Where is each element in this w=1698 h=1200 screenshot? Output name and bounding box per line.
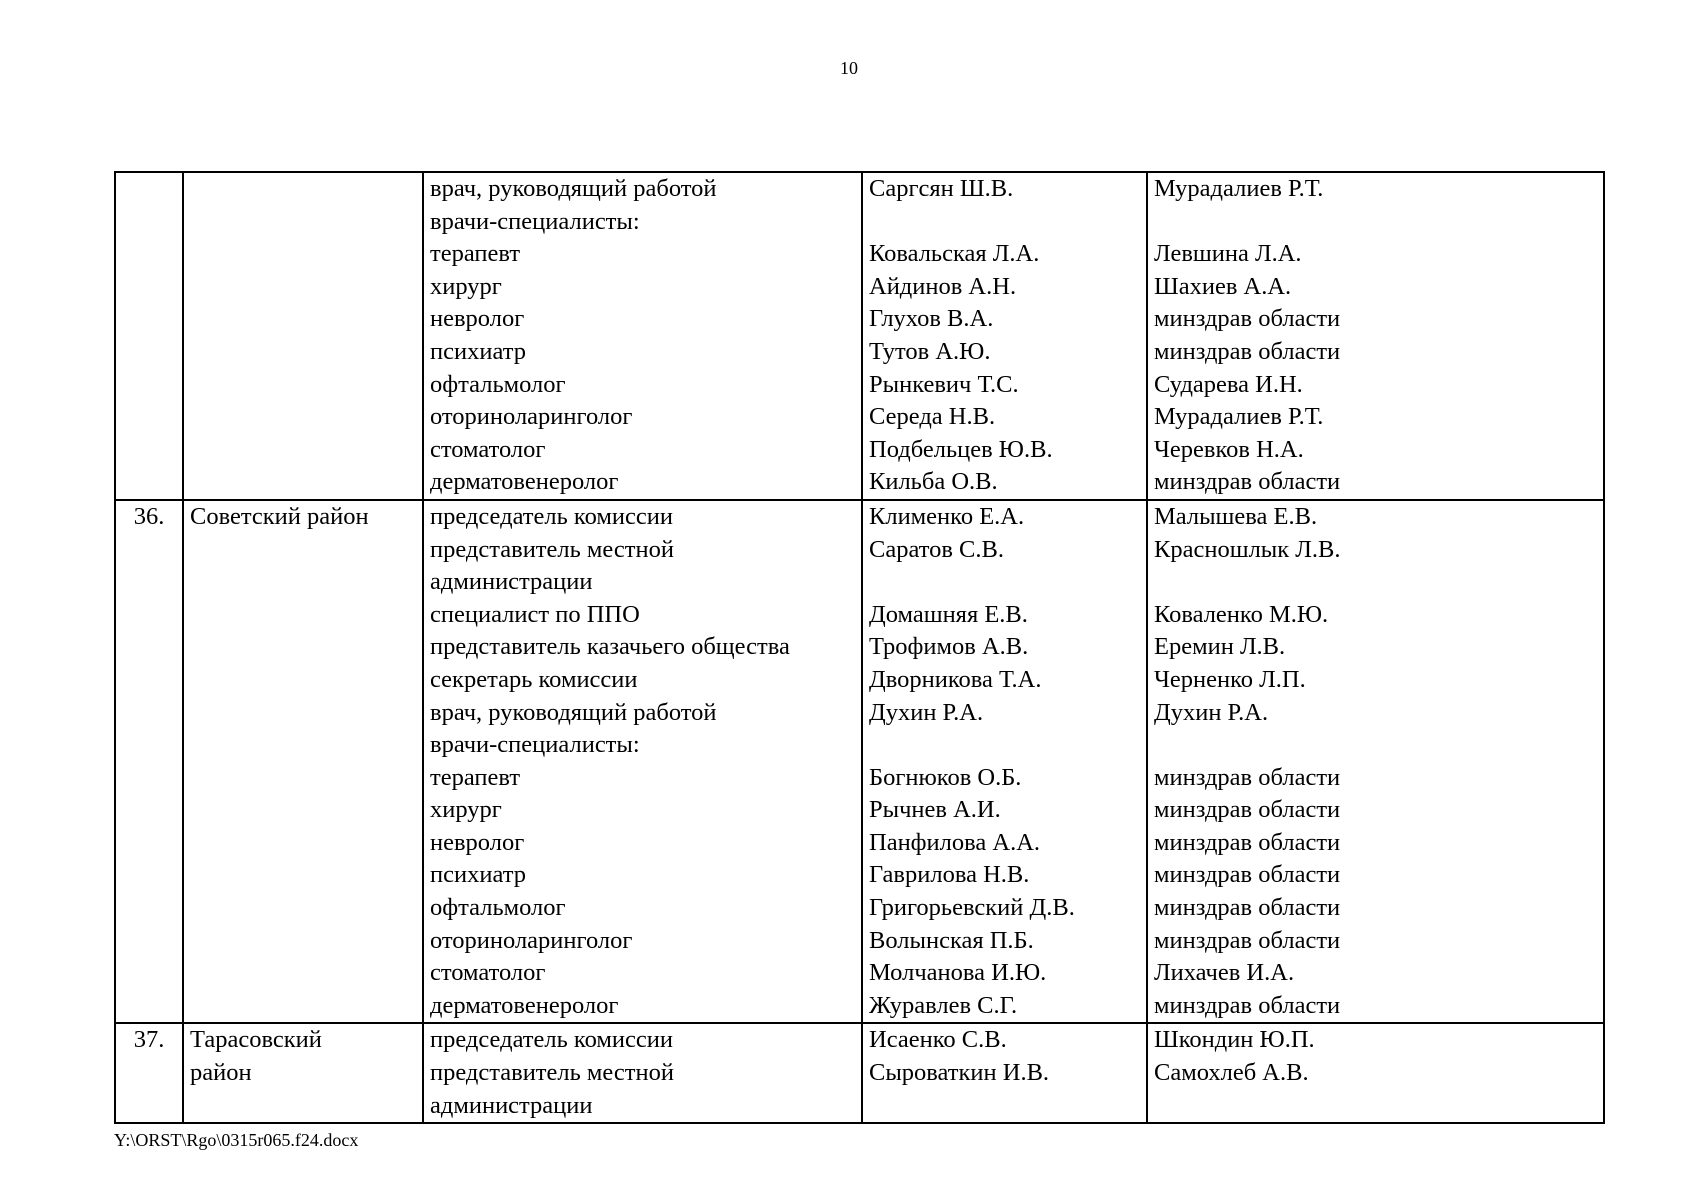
member-line bbox=[869, 206, 1140, 239]
reserve-line: минздрав области bbox=[1154, 894, 1341, 922]
role-cell bbox=[423, 500, 862, 1024]
member-line: Григорьевский Д.В. bbox=[869, 894, 1075, 922]
page-number: 10 bbox=[840, 58, 858, 78]
table-row bbox=[115, 1023, 1604, 1123]
role-line: стоматолог bbox=[430, 959, 546, 987]
member-line bbox=[869, 566, 1140, 599]
role-line: оториноларинголог bbox=[430, 403, 633, 431]
member-line: Волынская П.Б. bbox=[869, 926, 1034, 954]
role-line: врачи-специалисты: bbox=[430, 207, 640, 235]
member-line: Рынкевич Т.С. bbox=[869, 370, 1019, 398]
role-line: дерматовенеролог bbox=[430, 991, 619, 1019]
reserve-line: Шахиев А.А. bbox=[1154, 272, 1292, 300]
reserve-line: Малышева Е.В. bbox=[1154, 502, 1318, 530]
reserve-line: минздрав области bbox=[1154, 926, 1341, 954]
role-line: врачи-специалисты: bbox=[430, 731, 640, 759]
member-line: Духин Р.А. bbox=[869, 698, 984, 726]
reserve-line bbox=[1154, 1090, 1597, 1123]
commission-table bbox=[114, 171, 1605, 1124]
reserve-line bbox=[1154, 206, 1597, 239]
role-line: психиатр bbox=[430, 861, 526, 889]
member-line: Рычнев А.И. bbox=[869, 796, 1001, 824]
role-line: председатель комиссии bbox=[430, 1026, 673, 1054]
member-cell bbox=[862, 500, 1147, 1024]
member-line: Айдинов А.Н. bbox=[869, 272, 1017, 300]
role-line: врач, руководящий работой bbox=[430, 698, 717, 726]
role-line: терапевт bbox=[430, 763, 521, 791]
reserve-line: Шкондин Ю.П. bbox=[1154, 1026, 1315, 1054]
reserve-cell bbox=[1147, 500, 1604, 1024]
role-line: председатель комиссии bbox=[430, 502, 673, 530]
member-line: Глухов В.А. bbox=[869, 305, 994, 333]
reserve-line: Мурадалиев Р.Т. bbox=[1154, 403, 1324, 431]
reserve-line bbox=[1154, 729, 1597, 762]
reserve-line: Лихачев И.А. bbox=[1154, 959, 1295, 987]
district-cell bbox=[183, 1023, 423, 1123]
district-cell bbox=[183, 500, 423, 1024]
role-cell bbox=[423, 1023, 862, 1123]
reserve-line: минздрав области bbox=[1154, 796, 1341, 824]
member-line: Исаенко С.В. bbox=[869, 1026, 1007, 1054]
reserve-line: Духин Р.А. bbox=[1154, 698, 1269, 726]
member-line bbox=[869, 1090, 1140, 1123]
row-number-cell: 37. bbox=[115, 1023, 183, 1123]
reserve-line: Мурадалиев Р.Т. bbox=[1154, 175, 1324, 202]
reserve-line: минздрав области bbox=[1154, 305, 1341, 333]
role-line: психиатр bbox=[430, 337, 526, 365]
reserve-line: минздрав области bbox=[1154, 828, 1341, 856]
role-line: невролог bbox=[430, 305, 525, 333]
role-line: невролог bbox=[430, 828, 525, 856]
member-line: Молчанова И.Ю. bbox=[869, 959, 1047, 987]
reserve-line: минздрав области bbox=[1154, 991, 1341, 1019]
role-line: администрации bbox=[430, 568, 593, 596]
reserve-line: Черненко Л.П. bbox=[1154, 665, 1306, 693]
member-line: Середа Н.В. bbox=[869, 403, 996, 431]
member-line: Богнюков О.Б. bbox=[869, 763, 1022, 791]
member-line: Клименко Е.А. bbox=[869, 502, 1025, 530]
reserve-line: Красношлык Л.В. bbox=[1154, 535, 1341, 563]
table-row bbox=[115, 500, 1604, 1024]
member-line: Домашняя Е.В. bbox=[869, 600, 1028, 628]
member-line: Гаврилова Н.В. bbox=[869, 861, 1030, 889]
reserve-line: минздрав области bbox=[1154, 861, 1341, 889]
reserve-line bbox=[1154, 566, 1597, 599]
member-line: Подбельцев Ю.В. bbox=[869, 435, 1053, 463]
role-line: представитель местной bbox=[430, 1059, 674, 1087]
role-line: офтальмолог bbox=[430, 894, 566, 922]
reserve-line: минздрав области bbox=[1154, 468, 1341, 496]
role-line: секретарь комиссии bbox=[430, 665, 638, 693]
reserve-line: Самохлеб А.В. bbox=[1154, 1059, 1309, 1087]
footer-file-path: Y:\ORST\Rgo\0315r065.f24.docx bbox=[114, 1130, 359, 1150]
role-line: дерматовенеролог bbox=[430, 468, 619, 496]
member-line: Дворникова Т.А. bbox=[869, 665, 1042, 693]
member-line: Сыроваткин И.В. bbox=[869, 1059, 1050, 1087]
reserve-line: Еремин Л.В. bbox=[1154, 633, 1286, 661]
role-line: представитель местной bbox=[430, 535, 674, 563]
member-line: Трофимов А.В. bbox=[869, 633, 1029, 661]
reserve-line: Левшина Л.А. bbox=[1154, 240, 1302, 268]
member-line: Саргсян Ш.В. bbox=[869, 175, 1014, 202]
district-name-line: Советский район bbox=[190, 502, 369, 530]
member-line: Ковальская Л.А. bbox=[869, 240, 1040, 268]
reserve-line: Коваленко М.Ю. bbox=[1154, 600, 1329, 628]
role-line: хирург bbox=[430, 272, 502, 300]
district-name-line: район bbox=[190, 1059, 252, 1087]
row-number-cell bbox=[115, 172, 183, 500]
reserve-cell bbox=[1147, 172, 1604, 500]
reserve-line: минздрав области bbox=[1154, 763, 1341, 791]
member-line bbox=[869, 729, 1140, 762]
role-line: офтальмолог bbox=[430, 370, 566, 398]
role-line: хирург bbox=[430, 796, 502, 824]
member-cell bbox=[862, 1023, 1147, 1123]
role-line: оториноларинголог bbox=[430, 926, 633, 954]
table-body bbox=[115, 172, 1604, 1123]
role-line: стоматолог bbox=[430, 435, 546, 463]
reserve-cell bbox=[1147, 1023, 1604, 1123]
role-cell bbox=[423, 172, 862, 500]
member-line: Панфилова А.А. bbox=[869, 828, 1041, 856]
reserve-line: Черевков Н.А. bbox=[1154, 435, 1304, 463]
table-row bbox=[115, 172, 1604, 500]
district-cell bbox=[183, 172, 423, 500]
member-cell bbox=[862, 172, 1147, 500]
row-number-cell: 36. bbox=[115, 500, 183, 1024]
role-line: врач, руководящий работой bbox=[430, 175, 717, 202]
reserve-line: минздрав области bbox=[1154, 337, 1341, 365]
role-line: специалист по ППО bbox=[430, 600, 640, 628]
role-line: представитель казачьего общества bbox=[430, 633, 790, 661]
member-line: Кильба О.В. bbox=[869, 468, 998, 496]
member-line: Журавлев С.Г. bbox=[869, 991, 1018, 1019]
reserve-line: Сударева И.Н. bbox=[1154, 370, 1303, 398]
district-name-line: Тарасовский bbox=[190, 1026, 322, 1054]
role-line: терапевт bbox=[430, 240, 521, 268]
member-line: Тутов А.Ю. bbox=[869, 337, 991, 365]
role-line: администрации bbox=[430, 1091, 593, 1119]
member-line: Саратов С.В. bbox=[869, 535, 1004, 563]
